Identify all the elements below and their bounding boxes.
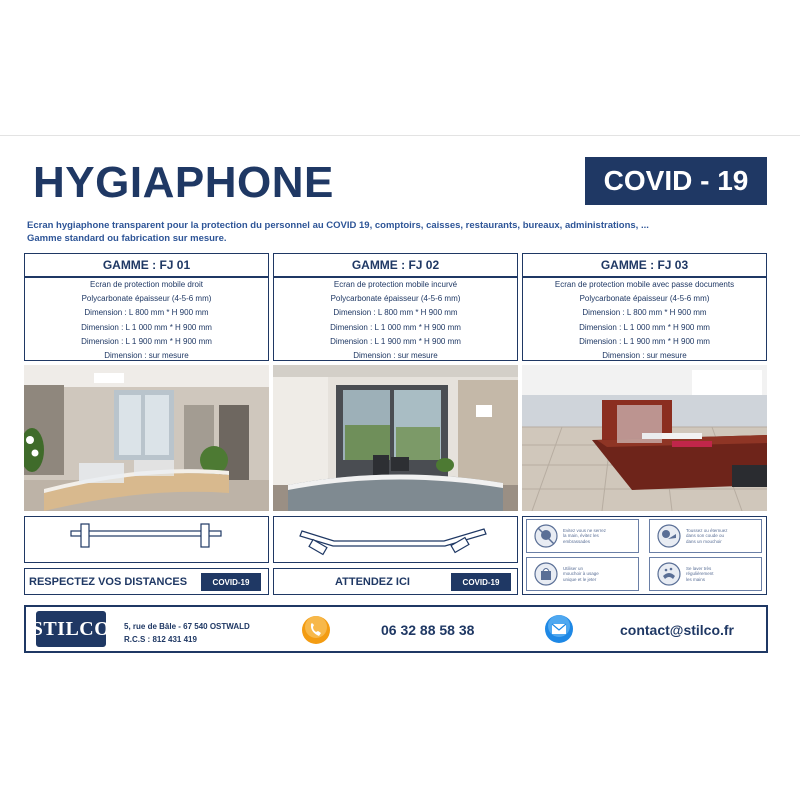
rcs-line: R.C.S : 812 431 419 <box>124 635 197 644</box>
gamme-line: Polycarbonate épaisseur (4-5-6 mm) <box>579 294 710 304</box>
hygiene-card-text: Se laver très régulièrement les mains <box>686 565 714 582</box>
plan-curved-screen <box>273 516 518 563</box>
phone-number[interactable]: 06 32 88 58 38 <box>381 622 475 638</box>
sign-covid-badge: COVID-19 <box>451 573 511 591</box>
hand-wash-icon <box>656 561 682 587</box>
top-divider <box>0 135 800 136</box>
mail-icon <box>544 614 574 644</box>
intro-line-2: Gamme standard ou fabrication sur mesure. <box>27 233 227 244</box>
gamme-line: Dimension : L 1 000 mm * H 900 mm <box>330 322 461 332</box>
gamme-line: Dimension : L 800 mm * H 900 mm <box>582 308 707 318</box>
gamme-line: Ecran de protection mobile droit <box>90 280 203 289</box>
hygiene-card <box>649 519 762 553</box>
gamme-line: Ecran de protection mobile avec passe documents <box>554 280 735 289</box>
hygiene-gestures-panel <box>522 516 767 595</box>
gamme-line: Dimension : sur mesure <box>353 350 438 360</box>
gamme-line: Dimension : sur mesure <box>602 350 687 360</box>
gamme-line: Dimension : L 1 900 mm * H 900 mm <box>579 336 710 346</box>
no-face-touch-icon <box>533 523 559 549</box>
sign-respect-distance <box>24 568 269 595</box>
intro-line-1: Ecran hygiaphone transparent pour la protection du personnel au COVID 19, comptoirs, caisses, restaurants, bureaux, administrations, ... <box>27 220 649 231</box>
logo-text: STILCO <box>31 617 111 640</box>
gamme-title: GAMME : FJ 01 <box>25 254 268 278</box>
company-address <box>124 620 250 646</box>
gamme-line: Polycarbonate épaisseur (4-5-6 mm) <box>81 294 212 304</box>
covid-badge: COVID - 19 <box>585 157 767 205</box>
hygiene-card <box>526 557 639 591</box>
gamme-line: Dimension : L 1 000 mm * H 900 mm <box>579 322 710 332</box>
gamme-line: Polycarbonate épaisseur (4-5-6 mm) <box>330 294 461 304</box>
sign-wait-here <box>273 568 518 595</box>
plan-straight-screen <box>24 516 269 563</box>
address-line: 5, rue de Bâle - 67 540 OSTWALD <box>124 622 250 631</box>
tissue-icon <box>533 561 559 587</box>
hygiene-card <box>649 557 762 591</box>
hygiene-card <box>526 519 639 553</box>
gamme-line: Dimension : L 1 900 mm * H 900 mm <box>330 336 461 346</box>
gamme-line: Dimension : sur mesure <box>104 350 189 360</box>
email-link[interactable]: contact@stilco.fr <box>620 622 735 638</box>
contact-footer <box>24 605 768 653</box>
intro-text <box>27 219 767 245</box>
phone-icon <box>301 615 331 645</box>
sign-text: RESPECTEZ VOS DISTANCES <box>29 575 188 588</box>
hygiene-card-text: Toussez ou éternuez dans son coude ou dans un mouchoir <box>686 527 728 544</box>
gamme-fj02-box <box>273 253 518 361</box>
gamme-fj01-box <box>24 253 269 361</box>
gamme-line: Dimension : L 800 mm * H 900 mm <box>333 308 458 318</box>
stilco-logo <box>31 611 111 647</box>
cough-elbow-icon <box>656 523 682 549</box>
gamme-line: Dimension : L 1 900 mm * H 900 mm <box>81 336 212 346</box>
sign-covid-badge: COVID-19 <box>201 573 261 591</box>
photo-fj01-reception <box>24 365 269 511</box>
gamme-title: GAMME : FJ 02 <box>274 254 517 278</box>
hygiene-card-text: Evitez vous ne serrez la main, évitez les embrassades <box>563 527 607 544</box>
gamme-line: Dimension : L 1 000 mm * H 900 mm <box>81 322 212 332</box>
sign-text: ATTENDEZ ICI <box>335 575 410 588</box>
gamme-fj03-box <box>522 253 767 361</box>
page-title: HYGIAPHONE <box>33 158 334 207</box>
hygiene-card-text: Utiliser un mouchoir à usage unique et le jeter <box>563 565 599 582</box>
photo-fj03-office <box>522 365 767 511</box>
photo-fj02-reception <box>273 365 518 511</box>
gamme-title: GAMME : FJ 03 <box>523 254 766 278</box>
gamme-line: Ecran de protection mobile incurvé <box>333 280 458 289</box>
gamme-line: Dimension : L 800 mm * H 900 mm <box>84 308 209 318</box>
